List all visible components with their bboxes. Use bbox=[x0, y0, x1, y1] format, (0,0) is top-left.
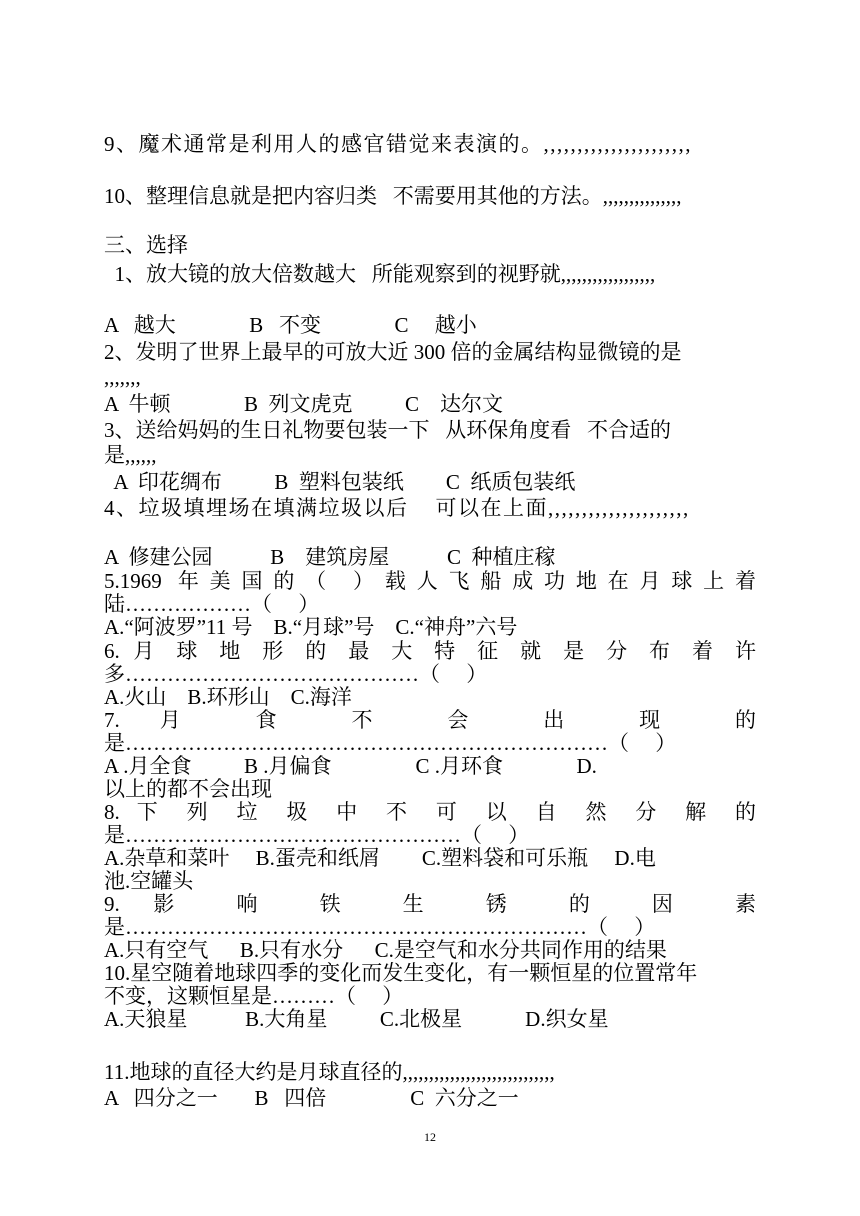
question-10: 10.星空随着地球四季的变化而发生变化，有一颗恒星的位置常年 bbox=[104, 961, 698, 985]
question-11-options: A 四分之一 B 四倍 C 六分之一 bbox=[104, 1086, 519, 1110]
question-2: 2、发明了世界上最早的可放大近 300 倍的金属结构显微镜的是 bbox=[104, 340, 682, 364]
question-8-blank: 是…………………………………………（ ） bbox=[104, 823, 530, 847]
question-5-options: A.“阿波罗”11 号 B.“月球”号 C.“神舟”六号 bbox=[104, 615, 518, 639]
question-2-blank: ,,,,,,, bbox=[104, 365, 141, 389]
question-5: 5.1969 年美国的（ ）载人飞船成功地在月球上着 bbox=[104, 569, 756, 593]
question-4: 4、垃圾填埋场在填满垃圾以后 可以在上面,,,,,,,,,,,,,,,,,,,,, bbox=[104, 496, 690, 520]
question-2-options: A 牛顿 B 列文虎克 C 达尔文 bbox=[104, 392, 504, 416]
question-1: 1、放大镜的放大倍数越大 所能观察到的视野就,,,,,,,,,,,,,,,,,, bbox=[104, 262, 656, 286]
question-9: 9. 影 响 铁 生 锈 的 因 素 bbox=[104, 892, 756, 916]
question-10-blank: 不变，这颗恒星是………（ ） bbox=[104, 984, 404, 1008]
question-1-options: A 越大 B 不变 C 越小 bbox=[104, 313, 477, 337]
question-5-blank: 陆………………（ ） bbox=[104, 592, 320, 616]
question-7-blank: 是……………………………………………………………（ ） bbox=[104, 731, 677, 755]
question-9-blank: 是…………………………………………………………（ ） bbox=[104, 915, 656, 939]
question-6: 6. 月 球 地 形 的 最 大 特 征 就 是 分 布 着 许 bbox=[104, 639, 756, 663]
question-4-options: A 修建公园 B 建筑房屋 C 种植庄稼 bbox=[104, 545, 556, 569]
question-3: 3、送给妈妈的生日礼物要包装一下 从环保角度看 不合适的 bbox=[104, 418, 671, 442]
question-8-options-cont: 池.空罐头 bbox=[104, 869, 194, 893]
question-11: 11.地球的直径大约是月球直径的,,,,,,,,,,,,,,,,,,,,,,,,,,,,, bbox=[104, 1060, 555, 1084]
page-number: 12 bbox=[424, 1130, 436, 1144]
question-3-options: A 印花绸布 B 塑料包装纸 C 纸质包装纸 bbox=[104, 470, 576, 494]
true-false-item-10: 10、整理信息就是把内容归类 不需要用其他的方法。,,,,,,,,,,,,,,, bbox=[104, 184, 682, 208]
question-7-options: A .月全食 B .月偏食 C .月环食 D. bbox=[104, 754, 597, 778]
question-3-blank: 是,,,,,, bbox=[104, 443, 157, 467]
question-10-options: A.天狼星 B.大角星 C.北极星 D.织女星 bbox=[104, 1007, 609, 1031]
question-7: 7. 月 食 不 会 出 现 的 bbox=[104, 708, 756, 732]
question-9-options: A.只有空气 B.只有水分 C.是空气和水分共同作用的结果 bbox=[104, 938, 667, 962]
question-7-options-cont: 以上的都不会出现 bbox=[104, 777, 272, 801]
section-heading: 三、选择 bbox=[104, 233, 188, 257]
question-6-blank: 多……………………………………（ ） bbox=[104, 662, 488, 686]
question-6-options: A.火山 B.环形山 C.海洋 bbox=[104, 685, 352, 709]
question-8-options: A.杂草和菜叶 B.蛋壳和纸屑 C.塑料袋和可乐瓶 D.电 bbox=[104, 846, 656, 870]
question-8: 8. 下 列 垃 圾 中 不 可 以 自 然 分 解 的 bbox=[104, 800, 756, 824]
true-false-item-9: 9、魔术通常是利用人的感官错觉来表演的。,,,,,,,,,,,,,,,,,,,,,, bbox=[104, 132, 692, 156]
